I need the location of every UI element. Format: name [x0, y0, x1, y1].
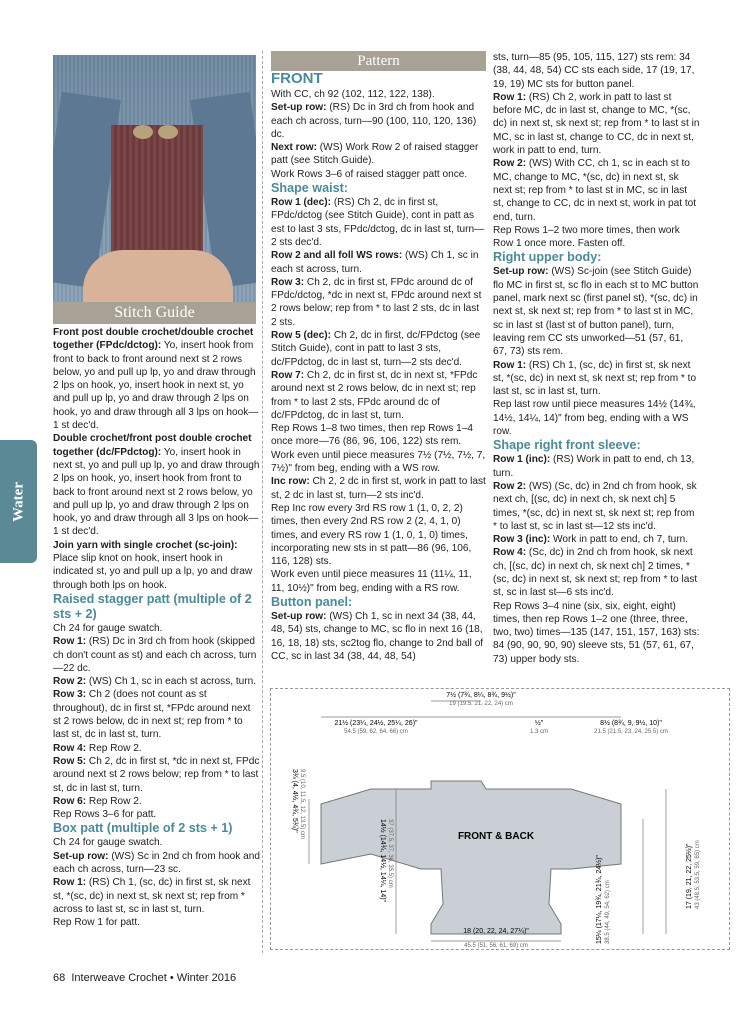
instruction-line: Set-up row: (WS) Sc-join (see Stitch Guide) flo MC in first st, sc flo in each st to MC button panel, mark next sc (first panel st), *(sc, dc) in next st, sk next st; rep from * to last st in MC, sc in last st (last st of button panel), turn, leaving rem CC sts unworked—51 (57, 61, 67, 73) sts rem. — [493, 266, 699, 358]
instruction-line: Row 5 (dec): Ch 2, dc in first, dc/FPdctog (see Stitch Guide), cont in patt to last 3 sts, dc/FPdctog, dc in last st, turn—2 sts dec'd. — [271, 330, 481, 368]
section-heading: Right upper body: — [493, 250, 602, 265]
instruction-line: Row 1 (dec): (RS) Ch 2, dc in first st, FPdc/dctog (see Stitch Guide), cont in patt as est to last 3 sts, FPdc/dctog, dc in last st, turn—2 sts dec'd. — [271, 197, 485, 248]
section-heading: Box patt (multiple of 2 sts + 1) — [53, 821, 233, 836]
instruction-line: Ch 24 for gauge swatch. — [53, 622, 163, 634]
instruction-line: Double crochet/front post double crochet together (dc/FPdctog): Yo, insert hook in next st, yo and pull up lp, yo and draw through 2 lps on hook, yo, insert hook from front to back to front around next st 2 rows below, yo and pull up lp, yo and draw through 2 lps on hook, yo and draw through all 3 lps on hook—1 st dec'd. — [53, 433, 260, 538]
instruction-line: Row 2: (WS) Ch 1, sc in each st across, turn. — [53, 676, 257, 688]
section-heading: Shape right front sleeve: — [493, 438, 641, 453]
instruction-line: Row 1: (RS) Ch 1, (sc, dc) in first st, sk next st, *(sc, dc) in next st, sk next st; rep from * across to last st, sc in last st, turn. — [53, 877, 251, 915]
pattern-column-continued — [493, 51, 700, 666]
page-footer: 68 Interweave Crochet • Winter 2016 — [53, 972, 237, 984]
instruction-line: Set-up row: (WS) Ch 1, sc in next 34 (38, 44, 48, 54) sts, change to MC, sc flo in next 16 (18, 16, 18, 18) sts, sc2tog flo, change to 2nd ball of CC, sc in last 34 (38, 44, 48, 54) — [271, 610, 484, 662]
svg-text:45.5 (51, 56, 61, 69) cm: 45.5 (51, 56, 61, 69) cm — [464, 943, 528, 949]
instruction-line: Row 4: Rep Row 2. — [53, 742, 142, 754]
section-heading: Shape waist: — [271, 181, 348, 196]
instruction-line: Row 2: (WS) (Sc, dc) in 2nd ch from hook, sk next ch, [(sc, dc) in next ch, sk next ch] 5 times, *(sc, dc) in next st, sk next st; rep from * to last st, sc in last st—12 sts inc'd. — [493, 480, 697, 532]
svg-text:½": ½" — [534, 720, 544, 727]
stitch-guide-bar: Stitch Guide — [53, 302, 256, 324]
svg-text:14½ (14¾, 14½, 14¼, 14)": 14½ (14¾, 14½, 14¼, 14)" — [379, 819, 386, 903]
svg-text:38.5 (44, 49, 54, 62) cm: 38.5 (44, 49, 54, 62) cm — [605, 880, 611, 944]
svg-text:54.5 (59, 62, 64, 66) cm: 54.5 (59, 62, 64, 66) cm — [344, 729, 408, 735]
instruction-line: Rep Rows 1–2 two more times, then work Row 1 once more. Fasten off. — [493, 224, 680, 250]
pattern-bar: Pattern — [271, 51, 486, 71]
instruction-line: Row 1: (RS) Dc in 3rd ch from hook (skipped ch don't count as st) and each ch across, turn—22 dc. — [53, 636, 257, 674]
instruction-line: Rep Row 1 for patt. — [53, 917, 140, 929]
svg-text:1.3 cm: 1.3 cm — [529, 729, 549, 735]
svg-text:21½ (23¼, 24½, 25¼, 26)": 21½ (23¼, 24½, 25¼, 26)" — [334, 720, 418, 727]
instruction-line: Rep Rows 1–8 two times, then rep Rows 1–4 once more—76 (86, 96, 106, 122) sts rem. — [271, 423, 473, 448]
svg-text:19 (19.5, 21, 22, 24) cm: 19 (19.5, 21, 22, 24) cm — [449, 701, 513, 707]
instruction-line: Rep Inc row every 3rd RS row 1 (1, 0, 2, 2) times, then every 2nd RS row 2 (2, 4, 1, 0) times, and every RS row 1 (1, 0, 1, 0) times, incorporating new sts in st patt—86 (96, 106, 116, 128) sts. — [271, 502, 472, 568]
schematic-svg — [271, 689, 729, 949]
sweater-photo — [53, 55, 256, 302]
instruction-line: sts, turn—85 (95, 105, 115, 127) sts rem: 34 (38, 44, 48, 54) CC sts each side, 17 (19, 17, 19, 19) MC sts for button panel. — [493, 52, 695, 90]
instruction-line: Rep Rows 3–4 nine (six, six, eight, eight) times, then rep Rows 1–2 one (three, three, two, two) times—135 (147, 151, 157, 163) sts: 84 (90, 90, 90, 90) sleeve sts, 51 (57, 61, 67, 73) upper body sts. — [493, 600, 700, 665]
schematic-diagram — [270, 688, 730, 950]
instruction-line: Work even until piece measures 7½ (7½, 7½, 7, 7½)" from beg, ending with a WS row. — [271, 449, 486, 475]
svg-text:7½ (7¾, 8¼, 8¾, 9½)": 7½ (7¾, 8¼, 8¾, 9½)" — [446, 692, 516, 699]
svg-text:43 (48.5, 53.5, 59, 65) cm: 43 (48.5, 53.5, 59, 65) cm — [695, 840, 701, 909]
instruction-line: Row 3: Ch 2 (does not count as st throughout), dc in first st, *FPdc around next st 2 rows below, dc in next st; rep from * to last st, dc in last st, turn. — [53, 689, 251, 741]
pattern-column — [271, 70, 486, 663]
instruction-line: Join yarn with single crochet (sc-join): Place slip knot on hook, insert hook in indicated st, yo and pull up a lp, yo and draw through both lps on hook. — [53, 539, 253, 591]
instruction-line: Set-up row: (RS) Dc in 3rd ch from hook and each ch across, turn—90 (100, 110, 120, 136) dc. — [271, 102, 477, 140]
section-tab: Water — [0, 440, 37, 563]
instruction-line: Row 4: (Sc, dc) in 2nd ch from hook, sk next ch, [(sc, dc) in next ch, sk next ch] 2 times, *(sc, dc) in next st, sk next st; rep from * to last st, sc in last st—6 sts inc'd. — [493, 547, 698, 599]
instruction-line: Row 7: Ch 2, dc in first st, dc in next st, *FPdc around next st 2 rows below, dc in next st; rep from * to last 2 sts, FPdc around dc of dc/FPdctog, dc in last st, turn. — [271, 369, 478, 421]
diagram-label: FRONT & BACK — [457, 831, 535, 842]
section-heading: Raised stagger patt (multiple of 2 sts + 2) — [53, 591, 252, 621]
instruction-line: Row 2: (WS) With CC, ch 1, sc in each st to MC, change to MC, *(sc, dc) in next st, sk next st; rep from * to last st in MC, sc in last st, change to CC, dc in next st, work in pat tot end, turn. — [493, 158, 697, 223]
svg-text:17 (19, 21, 22, 25½)": 17 (19, 21, 22, 25½)" — [686, 843, 693, 909]
instruction-line: Row 5: Ch 2, dc in first st, *dc in next st, FPdc around next st 2 rows below; rep from * to last st, dc in last st, turn. — [53, 755, 260, 794]
instruction-line: Row 3: Ch 2, dc in first st, FPdc around dc of FPdc/dctog, *dc in next st, FPdc around next st 2 rows below; rep from * to last 2 sts, dc in last 2 sts. — [271, 276, 482, 328]
svg-text:8½ (8¾, 9, 9½, 10)": 8½ (8¾, 9, 9½, 10)" — [600, 720, 662, 727]
instruction-line: Set-up row: (WS) Sc in 2nd ch from hook and each ch across, turn—23 sc. — [53, 850, 260, 875]
instruction-line: Front post double crochet/double crochet together (FPdc/dctog): Yo, insert hook from front to back to front around next st 2 rows below, yo and pull up lp, yo and draw through 2 lps on hook, yo, insert hook in next st, yo and pull up lp, yo and draw through 2 lps on hook, yo and draw through all 3 lps on hook—1 st dec'd. — [53, 327, 259, 432]
instruction-line: Row 3 (inc): Work in patt to end, ch 7, turn. — [493, 534, 689, 546]
instruction-line: Row 2 and all foll WS rows: (WS) Ch 1, sc in each st across, turn. — [271, 250, 479, 275]
stitch-guide-column — [53, 326, 260, 929]
instruction-line: Row 1 (inc): (RS) Work in patt to end, ch 13, turn. — [493, 454, 695, 479]
instruction-line: Row 6: Rep Row 2. — [53, 795, 142, 807]
body-shape — [321, 781, 621, 934]
instruction-line: Work even until piece measures 11 (11¼, 11, 11, 10½)" from beg, ending with a RS row. — [271, 569, 472, 594]
instruction-line: Row 1: (RS) Ch 2, work in patt to last st before MC, dc in last st, change to MC, *(sc, dc) in next st, sk next st; rep from * to last st in MC, sc in last st, change to CC, dc in next st, work in patt to end, turn. — [493, 91, 700, 157]
section-heading: Button panel: — [271, 594, 353, 609]
svg-text:9.5 (10, 11.5, 12, 13.5) cm: 9.5 (10, 11.5, 12, 13.5) cm — [299, 769, 305, 839]
instruction-line: With CC, ch 92 (102, 112, 122, 138). — [271, 89, 435, 100]
svg-text:37 (37.5, 37, 36, 35.5) cm: 37 (37.5, 37, 36, 35.5) cm — [387, 819, 393, 888]
svg-text:18 (20, 22, 24, 27¼)": 18 (20, 22, 24, 27¼)" — [463, 928, 529, 935]
svg-text:3¾ (4, 4½, 4¾, 5¾)": 3¾ (4, 4½, 4¾, 5¾)" — [291, 769, 298, 833]
instruction-line: Next row: (WS) Work Row 2 of raised stagger patt (see Stitch Guide). — [271, 142, 479, 167]
column-divider — [262, 51, 263, 953]
instruction-line: Rep Rows 3–6 for patt. — [53, 809, 157, 821]
instruction-line: Rep last row until piece measures 14½ (14¾, 14½, 14¼, 14)" from beg, ending with a WS row. — [493, 399, 696, 438]
section-heading: FRONT — [271, 70, 323, 87]
svg-text:21.5 (21.5, 23, 24, 25.5) cm: 21.5 (21.5, 23, 24, 25.5) cm — [594, 729, 668, 735]
instruction-line: Ch 24 for gauge swatch. — [53, 837, 163, 849]
instruction-line: Work Rows 3–6 of raised stagger patt once. — [271, 168, 468, 180]
instruction-line: Inc row: Ch 2, 2 dc in first st, work in patt to last st, 2 dc in last st, turn—2 sts inc'd. — [271, 476, 486, 501]
svg-text:15¼ (17¼, 19¾, 21¾, 24½)": 15¼ (17¼, 19¾, 21¾, 24½)" — [596, 855, 603, 944]
instruction-line: Row 1: (RS) Ch 1, (sc, dc) in first st, sk next st, *(sc, dc) in next st, sk next st; rep from * to last st, sc in last st, turn. — [493, 359, 697, 398]
